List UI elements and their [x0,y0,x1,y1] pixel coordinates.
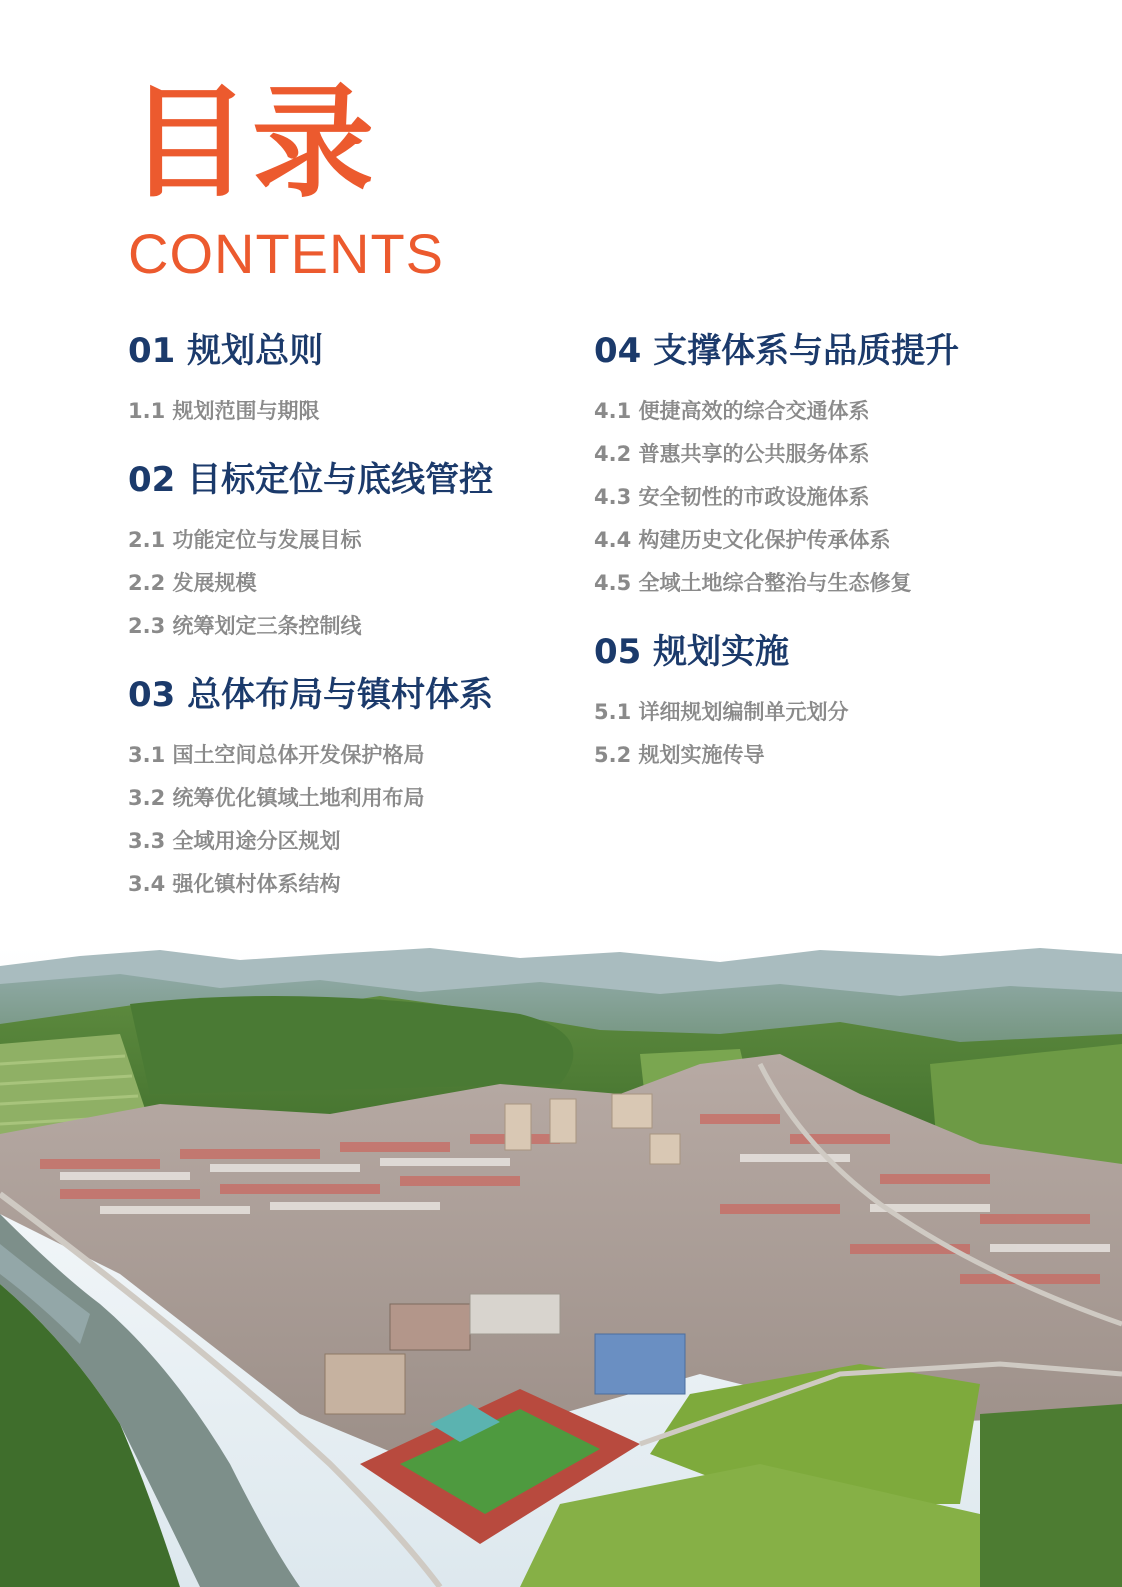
toc-item[interactable]: 4.2 普惠共享的公共服务体系 [594,442,870,466]
toc-section-02 [128,455,568,648]
aerial-town-photo [0,944,1122,1587]
toc-item[interactable]: 1.1 规划范围与期限 [128,399,320,423]
toc-item[interactable]: 4.3 安全韧性的市政设施体系 [594,485,870,509]
toc-item[interactable]: 4.1 便捷高效的综合交通体系 [594,399,870,423]
toc-item[interactable]: 4.4 构建历史文化保护传承体系 [594,528,891,552]
toc-right-column [594,326,1054,799]
toc-item[interactable]: 2.2 发展规模 [128,571,257,595]
toc-item[interactable]: 3.4 强化镇村体系结构 [128,872,341,896]
title-chinese: 目录 [128,72,376,214]
toc-item[interactable]: 3.3 全域用途分区规划 [128,829,341,853]
toc-item[interactable]: 2.1 功能定位与发展目标 [128,528,362,552]
toc-item[interactable]: 5.1 详细规划编制单元划分 [594,700,849,724]
title-english: CONTENTS [128,222,444,285]
toc-item[interactable]: 5.2 规划实施传导 [594,743,765,767]
section-heading[interactable]: 03 总体布局与镇村体系 [128,675,494,715]
section-heading[interactable]: 01 规划总则 [128,331,324,371]
toc-item[interactable]: 2.3 统筹划定三条控制线 [128,614,362,638]
section-heading[interactable]: 02 目标定位与底线管控 [128,460,494,500]
toc-left-column [128,326,568,928]
section-heading[interactable]: 04 支撑体系与品质提升 [594,331,960,371]
toc-section-05 [594,627,1054,777]
toc-item[interactable]: 3.2 统筹优化镇域土地利用布局 [128,786,425,810]
section-heading[interactable]: 05 规划实施 [594,632,790,672]
toc-item[interactable]: 3.1 国土空间总体开发保护格局 [128,743,425,767]
toc-section-01 [128,326,568,433]
toc-section-03 [128,670,568,906]
toc-section-04 [594,326,1054,605]
toc-item[interactable]: 4.5 全域土地综合整治与生态修复 [594,571,912,595]
